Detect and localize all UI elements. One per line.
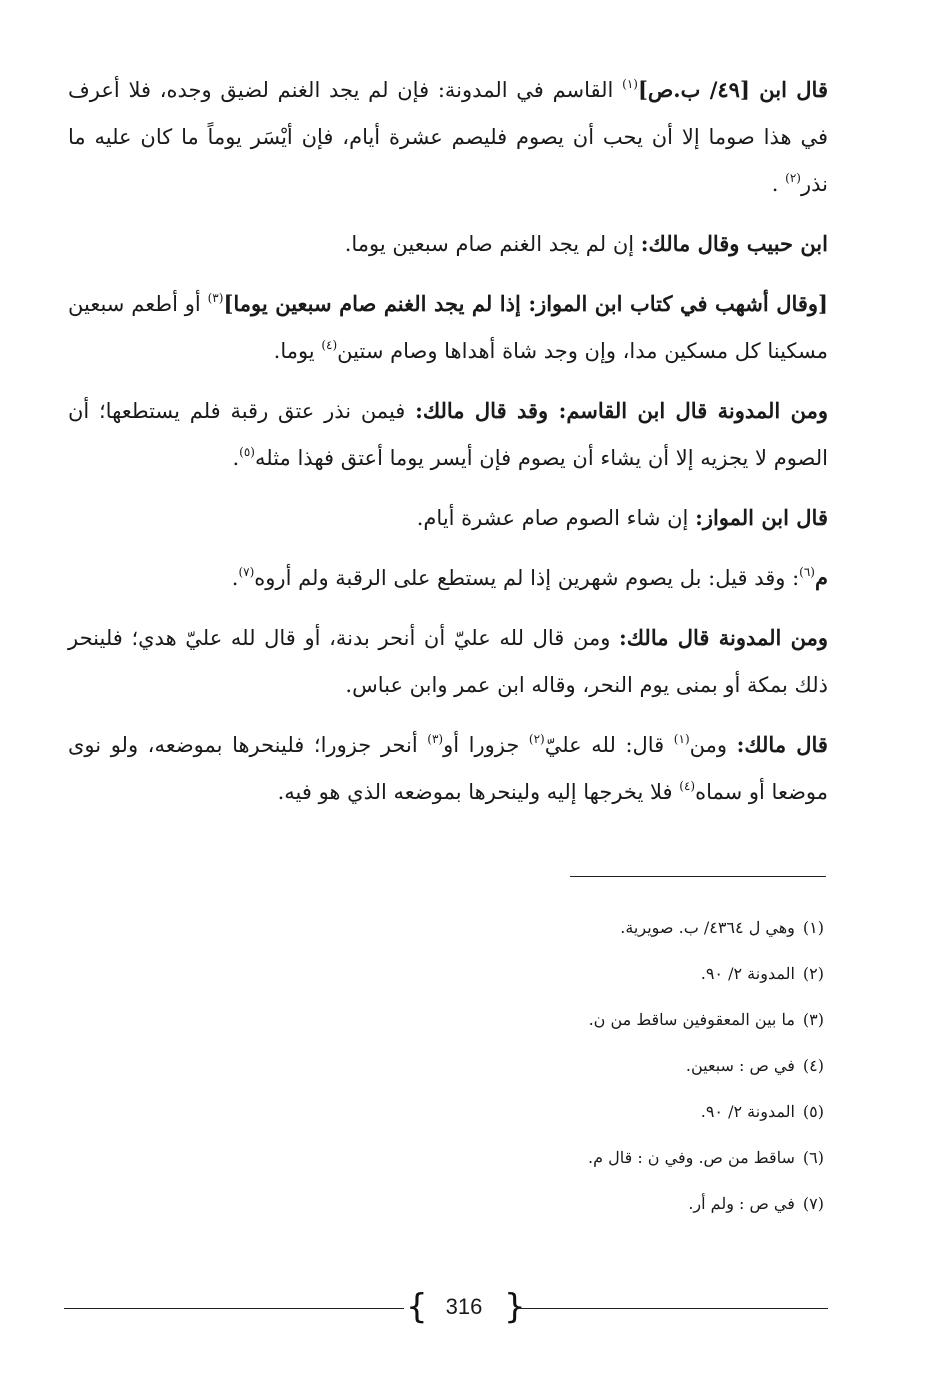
paragraph-tail: يوما.	[273, 339, 322, 363]
paragraph-tail: .	[231, 566, 239, 590]
paragraph-8	[68, 721, 828, 816]
footnote-text: ساقط من ص. وفي ن : قال م.	[588, 1148, 795, 1167]
footnote-number: (١)	[802, 918, 824, 937]
footnote-text: المدونة ٢/ ٩٠.	[700, 964, 795, 983]
page-number-bracket-open: {	[406, 1287, 428, 1327]
paragraph-lead: ومن المدونة قال مالك:	[618, 625, 828, 650]
footnote-number: (٢)	[802, 964, 824, 983]
paragraph-lead: قال مالك:	[736, 732, 828, 757]
footnote-number: (٣)	[802, 1010, 824, 1029]
paragraph-lead: [وقال أشهب في كتاب ابن المواز:	[528, 291, 828, 316]
page-number: 316	[445, 1294, 483, 1319]
footnote-1	[68, 905, 824, 951]
footer-rule-right	[516, 1308, 828, 1309]
footnote-ref: (١)	[622, 77, 638, 91]
paragraph-6	[68, 554, 828, 602]
footnote-text: ما بين المعقوفين ساقط من ن.	[588, 1010, 795, 1029]
paragraph-3	[68, 280, 828, 375]
footnotes	[68, 905, 824, 1227]
footnote-text: في ص : ولم أر.	[688, 1194, 795, 1213]
paragraph-lead: قال ابن المواز:	[695, 505, 828, 530]
footnote-2	[68, 951, 824, 997]
footnote-4	[68, 1043, 824, 1089]
paragraph-text: إذا لم يجد الغنم صام سبعين يوما]	[223, 291, 529, 316]
paragraph-tail: .	[232, 446, 240, 470]
page-footer	[64, 1288, 828, 1328]
paragraph-2	[68, 220, 828, 268]
paragraph-tail: أو أطعم سبعين مسكينا كل مسكين مدا، وإن وجد شاة أهداها وصام ستين	[68, 292, 828, 363]
footnote-text: وهي ل ٤٣٦٤/ ب. صويرية.	[620, 918, 795, 937]
footnote-ref: (٤)	[321, 338, 338, 352]
footnote-ref: (٦)	[799, 565, 815, 579]
footnote-text: في ص : سبعين.	[685, 1056, 795, 1075]
main-text	[68, 66, 828, 828]
footnote-ref: (٥)	[239, 445, 255, 459]
paragraph-1	[68, 66, 828, 208]
paragraph-text: القاسم في المدونة: فإن لم يجد الغنم لضيق وجده، فلا أعرف في هذا صوما إلا أن يحب أن يصوم فليصم عشرة أيام، فإن أيْسَر يوماً ما كان عليه ما نذر	[68, 78, 828, 196]
paragraph-lead: قال ابن [٤٩/ ب.ص]	[637, 77, 828, 102]
paragraph-4	[68, 387, 828, 482]
footnote-number: (٤)	[802, 1056, 824, 1075]
footnote-ref: (٣)	[427, 732, 444, 746]
footnote-number: (٦)	[802, 1148, 824, 1167]
footnote-ref: (٣)	[207, 291, 224, 305]
paragraph-7	[68, 614, 828, 709]
page-number-bracket-close: }	[504, 1287, 526, 1327]
paragraph-lead: ابن حبيب وقال مالك:	[640, 231, 828, 256]
footnote-5	[68, 1089, 824, 1135]
paragraph-text: : وقد قيل: بل يصوم شهرين إذا لم يستطع على الرقبة ولم أروه	[254, 566, 800, 590]
footnote-ref: (٤)	[679, 779, 696, 793]
paragraph-tail: فلا يخرجها إليه ولينحرها بموضعه الذي هو فيه.	[277, 780, 680, 804]
footnote-ref: (٢)	[528, 732, 545, 746]
paragraph-text: ومن قال لله عليّ أن أنحر بدنة، أو قال لله عليّ هدي؛ فلينحر ذلك بمكة أو بمنى يوم النحر، وقاله ابن عمر وابن عباس.	[68, 626, 828, 697]
paragraph-tail: جزورا أو	[443, 733, 529, 757]
footer-rule-left	[64, 1308, 404, 1309]
paragraph-5	[68, 494, 828, 542]
footnote-ref: (٧)	[238, 565, 255, 579]
footnote-ref: (١)	[673, 732, 690, 746]
footnote-ref: (٢)	[785, 171, 801, 185]
footnote-3	[68, 997, 824, 1043]
paragraph-tail: أنحر جزورا؛ فلينحرها بموضعه، ولو نوى موضعا أو سماه	[68, 733, 828, 804]
footnote-number: (٧)	[802, 1194, 824, 1213]
paragraph-lead: م	[814, 565, 828, 590]
paragraph-lead: ومن المدونة قال ابن القاسم: وقد قال مالك:	[415, 398, 828, 423]
paragraph-tail: قال: لله عليّ	[544, 733, 674, 757]
paragraph-text: إن لم يجد الغنم صام سبعين يوما.	[344, 232, 641, 256]
footnote-6	[68, 1135, 824, 1181]
footnote-7	[68, 1181, 824, 1227]
paragraph-text: إن شاء الصوم صام عشرة أيام.	[416, 506, 696, 530]
paragraph-text: ومن	[689, 733, 737, 757]
paragraph-text: فيمن نذر عتق رقبة فلم يستطعها؛ أن الصوم لا يجزيه إلا أن يشاء أن يصوم فإن أيسر يوما أعتق فهذا مثله	[68, 399, 828, 470]
paragraph-tail: .	[771, 172, 786, 196]
footnote-number: (٥)	[802, 1102, 824, 1121]
footnote-text: المدونة ٢/ ٩٠.	[700, 1102, 795, 1121]
footnote-divider	[570, 876, 826, 877]
